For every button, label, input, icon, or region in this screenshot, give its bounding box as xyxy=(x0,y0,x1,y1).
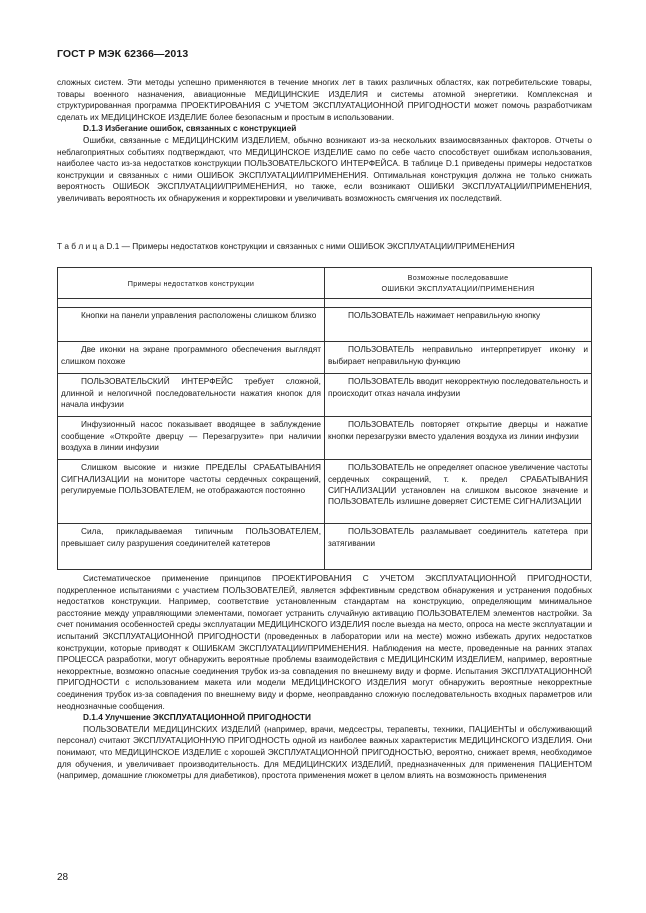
deficiency-cell: Инфузионный насос показывает вводящее в заблуждение сообщение «Откройте дверцу — Перезагрузите» при наличии воздуха в линии инфузии xyxy=(61,419,321,452)
deficiency-cell: Две иконки на экране программного обеспечения выглядят слишком похоже xyxy=(61,344,321,366)
body-bottom xyxy=(57,573,592,782)
table-row xyxy=(58,342,592,374)
section-d14-paragraph: ПОЛЬЗОВАТЕЛИ МЕДИЦИНСКИХ ИЗДЕЛИЙ (например, врачи, медсестры, терапевты, техники, ПАЦИЕНТЫ и обслуживающий персонал) считают ЭКСПЛУАТАЦИОННУЮ ПРИГОДНОСТЬ одной из наиболее важных характеристик МЕДИЦИНСКОГО ИЗДЕЛИЯ. Они понимают, что МЕДИЦИНСКОЕ ИЗДЕЛИЕ с хорошей ЭКСПЛУАТАЦИОННОЙ ПРИГОДНОСТЬЮ, вероятно, снижает время, необходимое для обучения, и увеличивает производительность. Для МЕДИЦИНСКИХ ИЗДЕЛИЙ, предназначенных для применения ПАЦИЕНТОМ (например, домашние глюкометры для диабетиков), простота применения может в целом влиять на возможность применения xyxy=(57,723,592,781)
deficiency-cell: Сила, прикладываемая типичным ПОЛЬЗОВАТЕЛЕМ, превышает силу разрушения соединителей катетеров xyxy=(61,526,321,548)
table-d1 xyxy=(57,267,592,570)
deficiency-cell: ПОЛЬЗОВАТЕЛЬСКИЙ ИНТЕРФЕЙС требует сложной, длинной и нелогичной последовательности нажатия кнопок для начала инфузии xyxy=(61,376,321,409)
table-row xyxy=(58,460,592,524)
error-cell: ПОЛЬЗОВАТЕЛЬ нажимает неправильную кнопку xyxy=(348,310,541,321)
document-header: ГОСТ Р МЭК 62366—2013 xyxy=(57,48,189,60)
section-d14-heading: D.1.4 Улучшение ЭКСПЛУАТАЦИОННОЙ ПРИГОДНОСТИ xyxy=(83,712,311,723)
deficiency-cell: Слишком высокие и низкие ПРЕДЕЛЫ СРАБАТЫВАНИЯ СИГНАЛИЗАЦИИ на мониторе частоты сердечных сокращений, регулируемые ПОЛЬЗОВАТЕЛЕМ, не отображаются постоянно xyxy=(61,462,321,495)
table-row xyxy=(58,374,592,417)
intro-paragraph: сложных систем. Эти методы успешно применяются в течение многих лет в таких различных областях, как потребительские товары, товары военного назначения, авиационные МЕДИЦИНСКИЕ ИЗДЕЛИЯ и системы атомной энергетики. Комплексная и структурированная программа ПРОЕКТИРОВАНИЯ С УЧЕТОМ ЭКСПЛУАТАЦИОННОЙ ПРИГОДНОСТИ может помочь разработчикам сделать их МЕДИЦИНСКОЕ ИЗДЕЛИЕ более безопасным и простым в использовании. xyxy=(57,77,592,122)
section-d13-paragraph: Ошибки, связанные с МЕДИЦИНСКИМ ИЗДЕЛИЕМ, обычно возникают из-за нескольких взаимосвязанных факторов. Отчеты о неблагоприятных событиях подтверждают, что МЕДИЦИНСКОЕ ИЗДЕЛИЕ само по себе часто способствует ошибкам использования, наиболее часто из-за недостатков конструкции ПОЛЬЗОВАТЕЛЬСКОГО ИНТЕРФЕЙСА. В таблице D.1 приведены примеры недостатков конструкции и связанных с ними ОШИБОК ЭКСПЛУАТАЦИИ/ПРИМЕНЕНИЯ. Оптимальная конструкция должна не только снижать вероятность ОШИБОК ЭКСПЛУАТАЦИИ/ПРИМЕНЕНИЯ, но также, если возникают ОШИБКИ ЭКСПЛУАТАЦИИ/ПРИМЕНЕНИЯ, увеличивать вероятность их обнаружения и корректировки и увеличивать возможность смягчения их последствий. xyxy=(57,134,592,203)
table-row xyxy=(58,417,592,460)
table-row xyxy=(58,308,592,342)
paragraph-after-table: Систематическое применение принципов ПРОЕКТИРОВАНИЯ С УЧЕТОМ ЭКСПЛУАТАЦИОННОЙ ПРИГОДНОСТИ, подкрепленное испытаниями с участием ПОЛЬЗОВАТЕЛЕЙ, является эффективным средством обнаружения и устранения подобных недостатков конструкции. Например, соответствие установленным стандартам на конструкцию, определяющим минимальное расстояние между управляющими элементами, помогает устранить случайную активацию ПОЛЬЗОВАТЕЛЕМ элементов настройки. За счет понимания особенностей среды эксплуатации МЕДИЦИНСКОГО ИЗДЕЛИЯ после выезда на место, опроса на месте эксплуатации и испытаний ЭКСПЛУАТАЦИОННОЙ ПРИГОДНОСТИ (проведенных в лаборатории или на месте) можно избежать других недостатков конструкции, которые приводят к ОШИБКАМ ЭКСПЛУАТАЦИИ/ПРИМЕНЕНИЯ. Наблюдения на месте, проведенные на ранних этапах ПРОЦЕССА разработки, могут обнаружить вероятные проблемы взаимодействия с МЕДИЦИНСКИМ ИЗДЕЛИЕМ, например, вероятные некорректные, возможно опасные соединения трубок из-за совпадения по внешнему виду и форме. Испытания ЭКСПЛУАТАЦИОННОЙ ПРИГОДНОСТИ с использованием макета или модели МЕДИЦИНСКОГО ИЗДЕЛИЯ могут обнаружить вероятные некорректные соединения трубок из-за совпадения по внешнему виду и форме, неоправданно сложную последовательность входных параметров или неоднозначные сообщения. xyxy=(57,573,592,711)
section-d13-heading: D.1.3 Избегание ошибок, связанных с конструкцией xyxy=(83,123,297,134)
page-number: 28 xyxy=(57,872,69,883)
error-cell: ПОЛЬЗОВАТЕЛЬ неправильно интерпретирует иконку и выбирает неправильную функцию xyxy=(328,344,588,366)
body-top xyxy=(57,77,592,205)
error-cell: ПОЛЬЗОВАТЕЛЬ повторяет открытие дверцы и нажатие кнопки перезагрузки вместо удаления воздуха из линии инфузии xyxy=(328,419,588,441)
table-header-row xyxy=(58,268,592,299)
col2-header-line2: ОШИБКИ ЭКСПЛУАТАЦИИ/ПРИМЕНЕНИЯ xyxy=(381,284,535,294)
error-cell: ПОЛЬЗОВАТЕЛЬ вводит некорректную последовательность и происходит отказ начала инфузии xyxy=(328,376,588,398)
col1-header: Примеры недостатков конструкции xyxy=(58,268,325,299)
table-caption: Т а б л и ц а D.1 — Примеры недостатков конструкции и связанных с ними ОШИБОК ЭКСПЛУАТАЦИИ/ПРИМЕНЕНИЯ xyxy=(57,241,515,251)
col2-header xyxy=(325,268,592,299)
error-cell: ПОЛЬЗОВАТЕЛЬ разламывает соединитель катетера при затягивании xyxy=(328,526,588,548)
table-spacer-row xyxy=(58,299,592,308)
col2-header-line1: Возможные последовавшие xyxy=(407,273,509,282)
error-cell: ПОЛЬЗОВАТЕЛЬ не определяет опасное увеличение частоты сердечных сокращений, т. к. предел СРАБАТЫВАНИЯ СИГНАЛИЗАЦИИ установлен на слишком высокое значение и ПОЛЬЗОВАТЕЛЬ излишне доверяет СИСТЕМЕ СИГНАЛИЗАЦИИ xyxy=(328,462,588,507)
table-row xyxy=(58,524,592,570)
deficiency-cell: Кнопки на панели управления расположены слишком близко xyxy=(81,310,317,321)
